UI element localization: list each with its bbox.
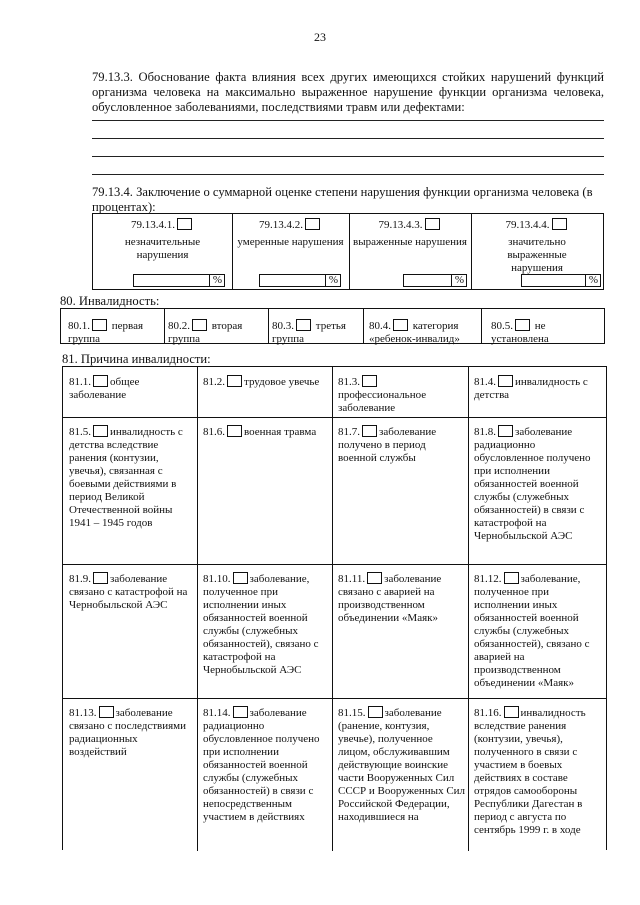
answer-line-2[interactable] xyxy=(92,138,604,139)
option-80-1[interactable]: 80.1. первая группа xyxy=(68,320,144,345)
checkbox-80-3[interactable] xyxy=(296,319,311,331)
checkbox-81-7[interactable] xyxy=(362,425,377,437)
option-81-1[interactable]: 81.1. общее заболевание xyxy=(69,376,140,401)
summary-assessment-table xyxy=(92,213,604,290)
disability-cause-table xyxy=(62,366,607,850)
section-79-13-3-text: 79.13.3. Обоснование факта влияния всех других имеющихся стойких нарушений функций организма человека на максимально выраженное нарушение функции организма человека, обусловленное заболеваниями, последствиями травм или дефектами: xyxy=(92,70,604,114)
percent-field-79-13-4-2[interactable]: % xyxy=(259,274,341,287)
option-81-5[interactable]: 81.5. инвалидность с детства вследствие ранения (контузии, увечья), связанная с боевыми действиями в период Великой Отечественной войны 1941 – 1945 годов xyxy=(69,426,183,529)
checkbox-81-2[interactable] xyxy=(227,375,242,387)
checkbox-80-4[interactable] xyxy=(393,319,408,331)
answer-line-1[interactable] xyxy=(92,120,604,121)
checkbox-81-4[interactable] xyxy=(498,375,513,387)
option-81-14[interactable]: 81.14. заболевание радиационно обусловленное получено при исполнении обязанностей военной службы (служебных обязанностей) в связи с непосредственным участием в действиях xyxy=(203,707,320,823)
option-80-4[interactable]: 80.4. категория «ребенок-инвалид» xyxy=(369,320,460,345)
checkbox-80-1[interactable] xyxy=(92,319,107,331)
answer-line-4[interactable] xyxy=(92,174,604,175)
percent-field-79-13-4-3[interactable]: % xyxy=(403,274,467,287)
option-81-15[interactable]: 81.15. заболевание (ранение, контузия, увечье), полученное лицом, обслуживавшим действующие воинские части Вооруженных Сил СССР и Вооруженных Сил Российской Федерации, находившиеся на xyxy=(338,707,466,823)
option-79-13-4-4[interactable]: 79.13.4.4. значительно выраженные нарушения xyxy=(505,219,567,274)
checkbox-81-3[interactable] xyxy=(362,375,377,387)
option-80-2[interactable]: 80.2. вторая группа xyxy=(168,320,243,345)
section-81-heading: 81. Причина инвалидности: xyxy=(62,352,211,366)
checkbox-79-13-4-3[interactable] xyxy=(425,218,440,230)
option-81-13[interactable]: 81.13. заболевание связано с последствиями радиационных воздействий xyxy=(69,707,187,758)
checkbox-81-14[interactable] xyxy=(233,706,248,718)
checkbox-81-1[interactable] xyxy=(93,375,108,387)
checkbox-81-16[interactable] xyxy=(504,706,519,718)
option-80-5[interactable]: 80.5. не установлена xyxy=(491,320,549,345)
checkbox-81-15[interactable] xyxy=(368,706,383,718)
answer-line-3[interactable] xyxy=(92,156,604,157)
checkbox-81-10[interactable] xyxy=(233,572,248,584)
option-81-7[interactable]: 81.7. заболевание получено в период военной службы xyxy=(338,426,437,464)
option-81-8[interactable]: 81.8. заболевание радиационно обусловленное получено при исполнении обязанностей военной службы (служебных обязанностей) в связи с катастрофой на Чернобыльской АЭС xyxy=(474,426,591,542)
percent-field-79-13-4-4[interactable]: % xyxy=(521,274,601,287)
checkbox-81-9[interactable] xyxy=(93,572,108,584)
option-81-10[interactable]: 81.10. заболевание, полученное при исполнении иных обязанностей военной службы (служебных обязанностей), связано с катастрофой на Чернобыльской АЭС xyxy=(203,573,319,676)
checkbox-79-13-4-1[interactable] xyxy=(177,218,192,230)
option-81-2[interactable]: 81.2. трудовое увечье xyxy=(203,376,320,388)
option-79-13-4-2[interactable]: 79.13.4.2. умеренные нарушения xyxy=(237,219,344,248)
checkbox-81-8[interactable] xyxy=(498,425,513,437)
option-80-3[interactable]: 80.3. третья группа xyxy=(272,320,346,345)
option-81-11[interactable]: 81.11. заболевание связано с аварией на производственном объединении «Маяк» xyxy=(338,573,442,624)
checkbox-80-2[interactable] xyxy=(192,319,207,331)
option-81-3[interactable]: 81.3. профессиональное заболевание xyxy=(338,376,427,414)
checkbox-81-11[interactable] xyxy=(367,572,382,584)
option-81-4[interactable]: 81.4. инвалидность с детства xyxy=(474,376,588,401)
option-81-16[interactable]: 81.16. инвалидность вследствие ранения (контузии, увечья), полученного в связи с участием в боевых действиях в составе отрядов самообороны Республики Дагестан в период с августа по сентябрь 1999 г. в ходе xyxy=(474,707,586,836)
page-number: 23 xyxy=(314,30,326,44)
section-80-heading: 80. Инвалидность: xyxy=(60,294,160,308)
checkbox-81-13[interactable] xyxy=(99,706,114,718)
section-79-13-4-text: 79.13.4. Заключение о суммарной оценке степени нарушения функции организма человека (в процентах): xyxy=(92,185,593,214)
checkbox-81-5[interactable] xyxy=(93,425,108,437)
checkbox-79-13-4-2[interactable] xyxy=(305,218,320,230)
checkbox-80-5[interactable] xyxy=(515,319,530,331)
option-81-6[interactable]: 81.6. военная травма xyxy=(203,426,317,438)
checkbox-81-12[interactable] xyxy=(504,572,519,584)
option-81-12[interactable]: 81.12. заболевание, полученное при исполнении иных обязанностей военной службы (служебных обязанностей), связано с аварией на производственном объединении «Маяк» xyxy=(474,573,590,689)
disability-group-table xyxy=(60,308,605,344)
option-79-13-4-3[interactable]: 79.13.4.3. выраженные нарушения xyxy=(353,219,467,248)
checkbox-81-6[interactable] xyxy=(227,425,242,437)
option-81-9[interactable]: 81.9. заболевание связано с катастрофой на Чернобыльской АЭС xyxy=(69,573,188,611)
option-79-13-4-1[interactable]: 79.13.4.1. незначительные нарушения xyxy=(124,219,201,261)
percent-field-79-13-4-1[interactable]: % xyxy=(133,274,225,287)
checkbox-79-13-4-4[interactable] xyxy=(552,218,567,230)
